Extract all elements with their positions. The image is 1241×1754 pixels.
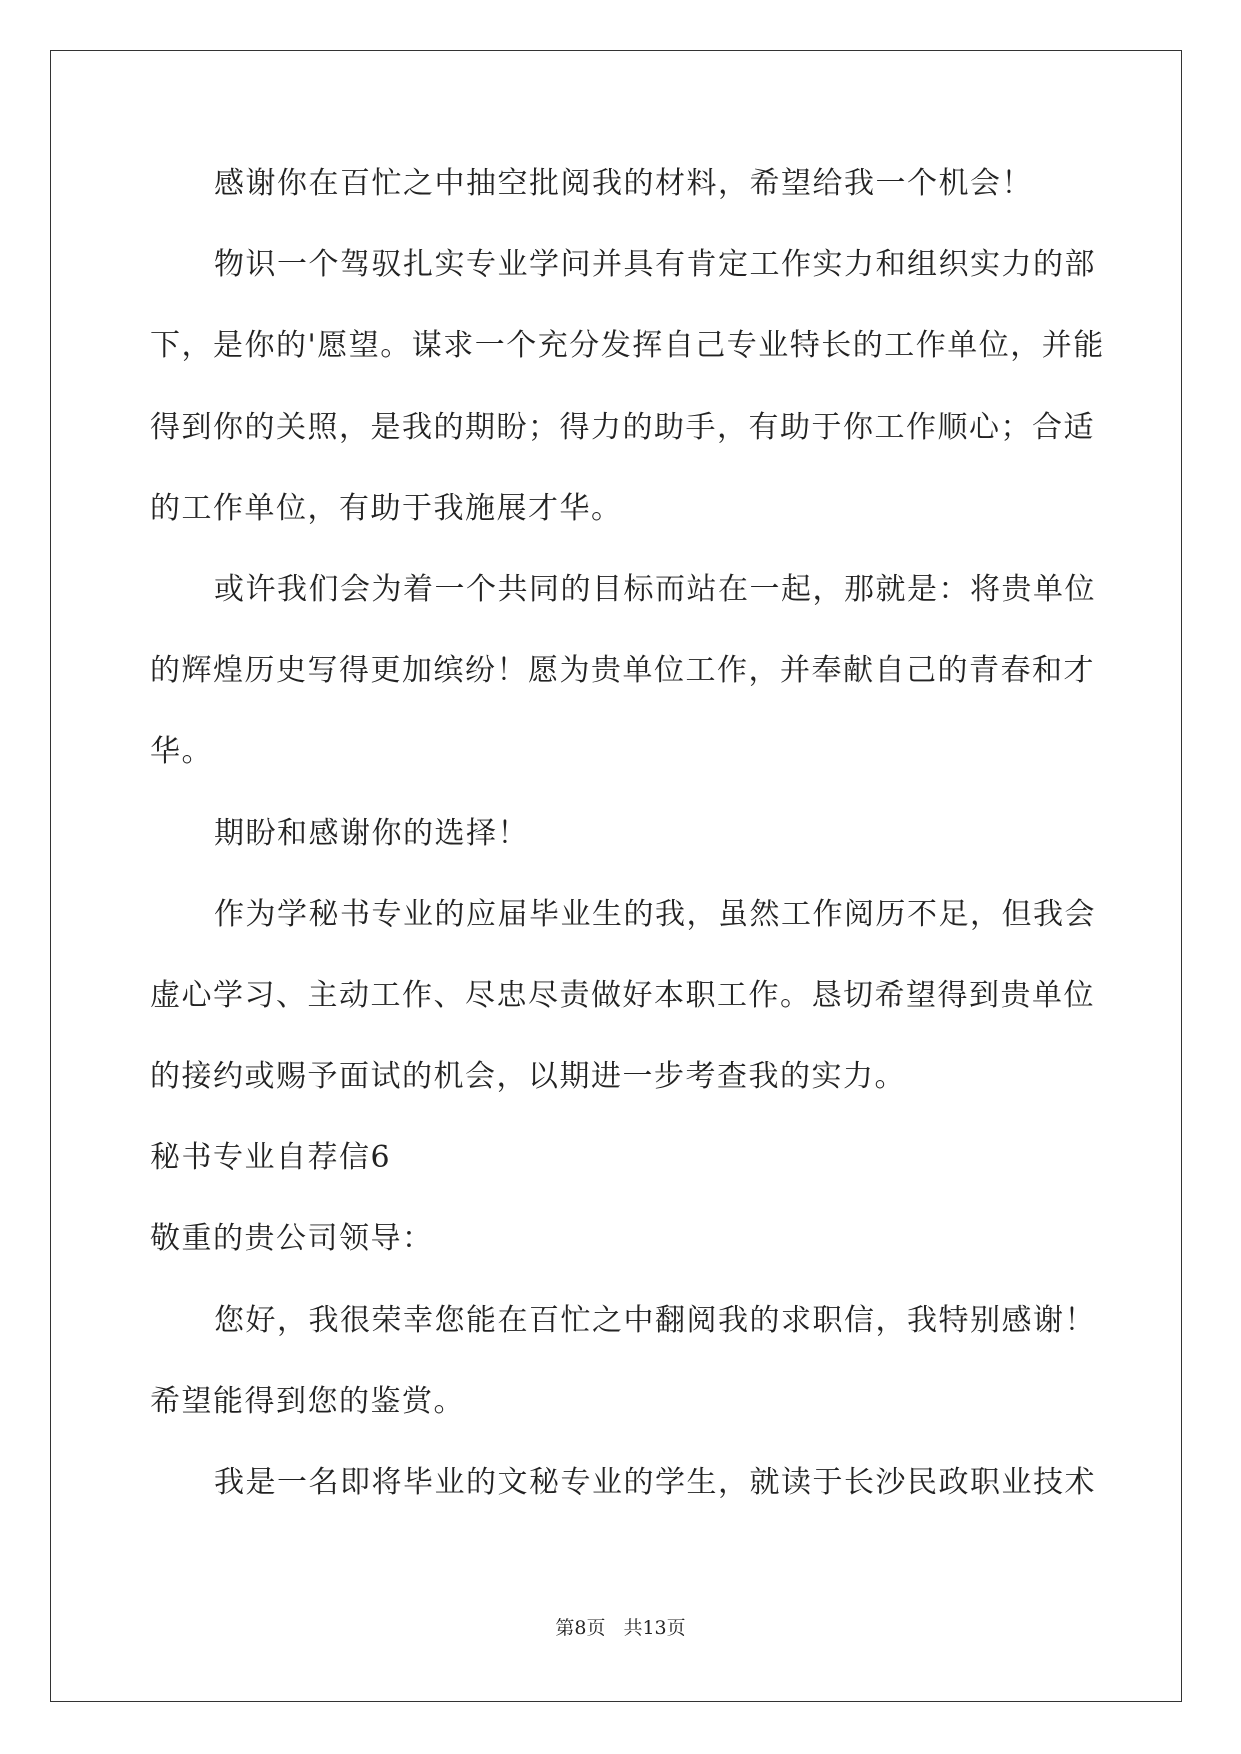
paragraph-line: 的接约或赐予面试的机会，以期进一步考查我的实力。	[150, 1059, 906, 1095]
paragraph-line: 我是一名即将毕业的文秘专业的学生，就读于长沙民政职业技术	[214, 1465, 1096, 1500]
page-footer	[0, 1613, 1241, 1640]
paragraph-line: 的辉煌历史写得更加缤纷！愿为贵单位工作，并奉献自己的青春和才	[150, 653, 1095, 689]
document-body	[150, 163, 1105, 1543]
page-total: 共13页	[623, 1617, 686, 1639]
paragraph-line: 感谢你在百忙之中抽空批阅我的材料，希望给我一个机会！	[214, 166, 1033, 201]
paragraph-line: 作为学秘书专业的应届毕业生的我，虽然工作阅历不足，但我会	[214, 896, 1096, 932]
paragraph-line: 期盼和感谢你的选择！	[214, 815, 529, 851]
paragraph-line: 希望能得到您的鉴赏。	[150, 1383, 465, 1419]
paragraph-line: 您好，我很荣幸您能在百忙之中翻阅我的求职信，我特别感谢！	[214, 1302, 1096, 1338]
paragraph-line: 华。	[150, 734, 213, 770]
section-title: 秘书专业自荐信6	[150, 1140, 392, 1176]
paragraph-line: 物识一个驾驭扎实专业学问并具有肯定工作实力和组织实力的部	[214, 247, 1096, 283]
paragraph-line: 下，是你的'愿望。谋求一个充分发挥自己专业特长的工作单位，并能	[150, 328, 1105, 364]
paragraph-line: 的工作单位，有助于我施展才华。	[150, 490, 623, 526]
paragraph-line: 或许我们会为着一个共同的目标而站在一起，那就是：将贵单位	[214, 571, 1096, 607]
salutation: 敬重的贵公司领导：	[150, 1221, 434, 1257]
page-number: 第8页	[555, 1617, 606, 1639]
paragraph-line: 虚心学习、主动工作、尽忠尽责做好本职工作。恳切希望得到贵单位	[150, 977, 1095, 1013]
paragraph-line: 得到你的关照，是我的期盼；得力的助手，有助于你工作顺心；合适	[150, 409, 1095, 445]
